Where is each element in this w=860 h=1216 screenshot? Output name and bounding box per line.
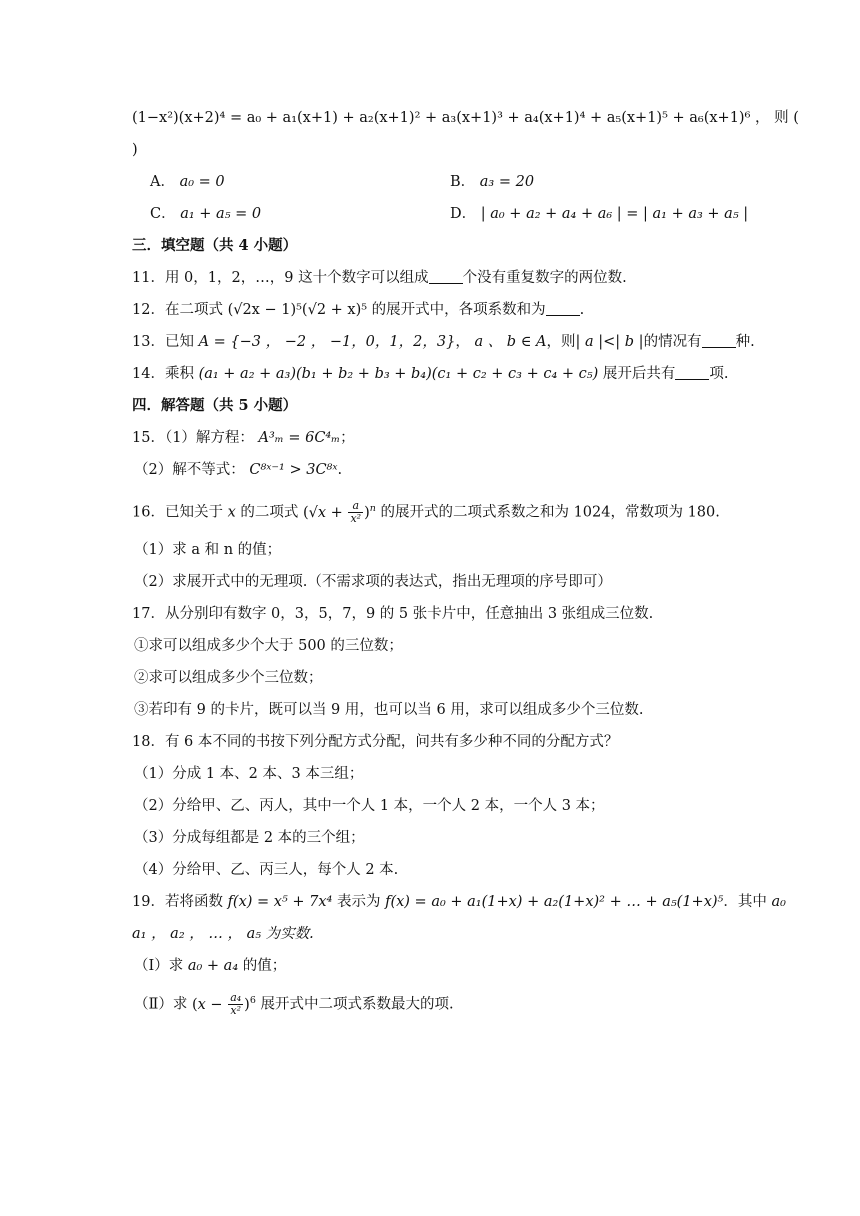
q19-text1: 19．若将函数 <box>132 894 223 910</box>
q13-text2: ， <box>455 334 470 350</box>
q12-text2: 的展开式中，各项系数和为 <box>371 302 546 318</box>
q13-membership: a 、 b ∈ A <box>474 334 547 350</box>
q13-condition: | a |<| b | <box>575 334 644 350</box>
q14-math: (a₁ + a₂ + a₃)(b₁ + b₂ + b₃ + b₄)(c₁ + c₂ + c₃ + c₄ + c₅) <box>198 366 599 382</box>
section-3-heading: 三．填空题（共 4 小题） <box>132 237 298 254</box>
q19-part2-binomial: (x − $\frac{\text{a₄}}{\text{x²}}$ )$^6$ <box>191 991 256 1017</box>
q19-frac-den: x² <box>230 1004 241 1017</box>
q13 <box>132 332 755 352</box>
q10-option-d <box>450 204 748 224</box>
q13-text4: 的情况有 <box>643 334 702 350</box>
q10-option-c <box>150 204 261 224</box>
q16-text3: 的展开式的二项式系数之和为 1024，常数项为 180. <box>380 504 720 521</box>
option-a-label: A． <box>150 174 175 190</box>
q16-text1: 16．已知关于 <box>132 504 223 521</box>
section-4-heading: 四．解答题（共 5 小题） <box>132 397 298 414</box>
q15-part2 <box>134 460 342 480</box>
q16-var-x: x <box>227 504 236 521</box>
q19-part1-end: 的值； <box>242 958 287 974</box>
q15-line2-end: . <box>337 462 343 478</box>
q13-set-a: A = {−3 ， −2 ， −1，0，1，2，3} <box>198 334 456 350</box>
q14-answer-blank <box>675 365 709 380</box>
q17-sub3: ③若印有 9 的卡片，既可以当 9 用，也可以当 6 用，求可以组成多少个三位数. <box>134 702 644 718</box>
q15-equation: A³ₘ = 6C⁴ₘ <box>258 430 341 446</box>
q15-line2-text: （2）解不等式： <box>134 462 245 478</box>
q19-text3: ．其中 <box>723 894 767 910</box>
q19-part2-text: （Ⅱ）求 <box>134 996 188 1013</box>
q12-text1: 12．在二项式 <box>132 302 223 318</box>
q13-text3: ，则 <box>546 334 576 350</box>
option-b-math: a₃ = 20 <box>479 174 535 190</box>
q12 <box>132 300 584 320</box>
q19-function: f(x) = x⁵ + 7x⁴ <box>227 894 333 910</box>
q12-math: (√2x − 1)⁵(√2 + x)⁵ <box>227 302 368 318</box>
q11 <box>132 268 627 288</box>
q19-part1-math: a₀ + a₄ <box>187 958 239 974</box>
q19-expansion: f(x) = a₀ + a₁(1+x) + a₂(1+x)² + … + a₅(1+x)⁵ <box>385 894 724 910</box>
q13-answer-blank <box>702 333 736 348</box>
q11-text2: 个没有重复数字的两位数. <box>462 270 627 286</box>
q10-close-paren: ) <box>132 142 138 158</box>
q10-option-b <box>450 172 534 192</box>
q11-answer-blank <box>429 269 463 284</box>
q14-text2: 展开后共有 <box>602 366 676 382</box>
q18: 18．有 6 本不同的书按下列分配方式分配，问共有多少种不同的分配方式？ <box>132 734 619 750</box>
q12-answer-blank <box>546 301 580 316</box>
q10-formula <box>132 108 799 128</box>
q12-text3: . <box>579 302 585 318</box>
q18-sub1: （1）分成 1 本、2 本、3 本三组； <box>134 766 364 782</box>
q16-frac-num: a <box>348 500 363 513</box>
q16-binomial: (√x + $\frac{a}{\text{x²}}$ )$^n$ <box>302 499 376 525</box>
q16 <box>132 500 720 525</box>
q15-line1-end: ； <box>340 430 355 446</box>
q19-line2-text: a₁ ， a₂ ， … ， a₅ 为实数. <box>132 926 314 942</box>
q19-frac-num: a₄ <box>230 991 242 1004</box>
q19-part2-fraction <box>228 992 243 1017</box>
q18-sub4: （4）分给甲、乙、丙三人，每个人 2 本. <box>134 862 399 878</box>
q19-part1-text: （Ⅰ）求 <box>134 958 184 974</box>
q16-text2: 的二项式 <box>240 504 299 521</box>
q14-text1: 14．乘积 <box>132 366 194 382</box>
q18-sub2: （2）分给甲、乙、丙人，其中一个人 1 本，一个人 2 本，一个人 3 本； <box>134 798 605 814</box>
q16-sub1: （1）求 a 和 n 的值； <box>134 542 282 558</box>
q15-inequality: C⁸ˣ⁻¹ > 3C⁸ˣ <box>249 462 338 478</box>
q11-text1: 11．用 0，1，2，…，9 这十个数字可以组成 <box>132 270 429 286</box>
q16-fraction <box>348 500 363 525</box>
q19 <box>132 892 786 912</box>
q19-part1 <box>134 956 286 976</box>
option-d-label: D． <box>450 206 477 222</box>
q19-text2: 表示为 <box>336 894 381 910</box>
option-a-math: a₀ = 0 <box>179 174 225 190</box>
q13-text5: 种. <box>735 334 755 350</box>
q10-formula-text: (1−x²)(x+2)⁴ = a₀ + a₁(x+1) + a₂(x+1)² + a₃(x+1)³ + a₄(x+1)⁴ + a₅(x+1)⁵ + a₆(x+1)⁶ ， 则 ( <box>132 110 799 126</box>
q18-sub3: （3）分成每组都是 2 本的三个组； <box>134 830 365 846</box>
q13-text1: 13．已知 <box>132 334 194 350</box>
q19-a0: a₀ <box>771 894 786 910</box>
q15-part1 <box>132 428 355 448</box>
option-c-math: a₁ + a₅ = 0 <box>180 206 262 222</box>
option-c-label: C． <box>150 206 176 222</box>
q17: 17．从分别印有数字 0，3，5，7，9 的 5 张卡片中，任意抽出 3 张组成三位数. <box>132 606 654 622</box>
option-b-label: B． <box>450 174 476 190</box>
q19-part2-end: 展开式中二项式系数最大的项. <box>260 996 454 1013</box>
q15-line1-text: 15．（1）解方程： <box>132 430 254 446</box>
q17-sub1: ①求可以组成多少个大于 500 的三位数； <box>134 638 403 654</box>
q14 <box>132 364 728 384</box>
q19-part2 <box>134 992 454 1017</box>
q19-line2 <box>132 924 314 944</box>
option-d-math: | a₀ + a₂ + a₄ + a₆ | = | a₁ + a₃ + a₅ | <box>480 206 749 222</box>
q10-option-a <box>150 172 225 192</box>
q17-sub2: ②求可以组成多少个三位数； <box>134 670 323 686</box>
q16-sub2: （2）求展开式中的无理项.（不需求项的表达式，指出无理项的序号即可） <box>134 574 612 590</box>
q14-text3: 项. <box>709 366 729 382</box>
q16-frac-den: x² <box>350 512 362 525</box>
